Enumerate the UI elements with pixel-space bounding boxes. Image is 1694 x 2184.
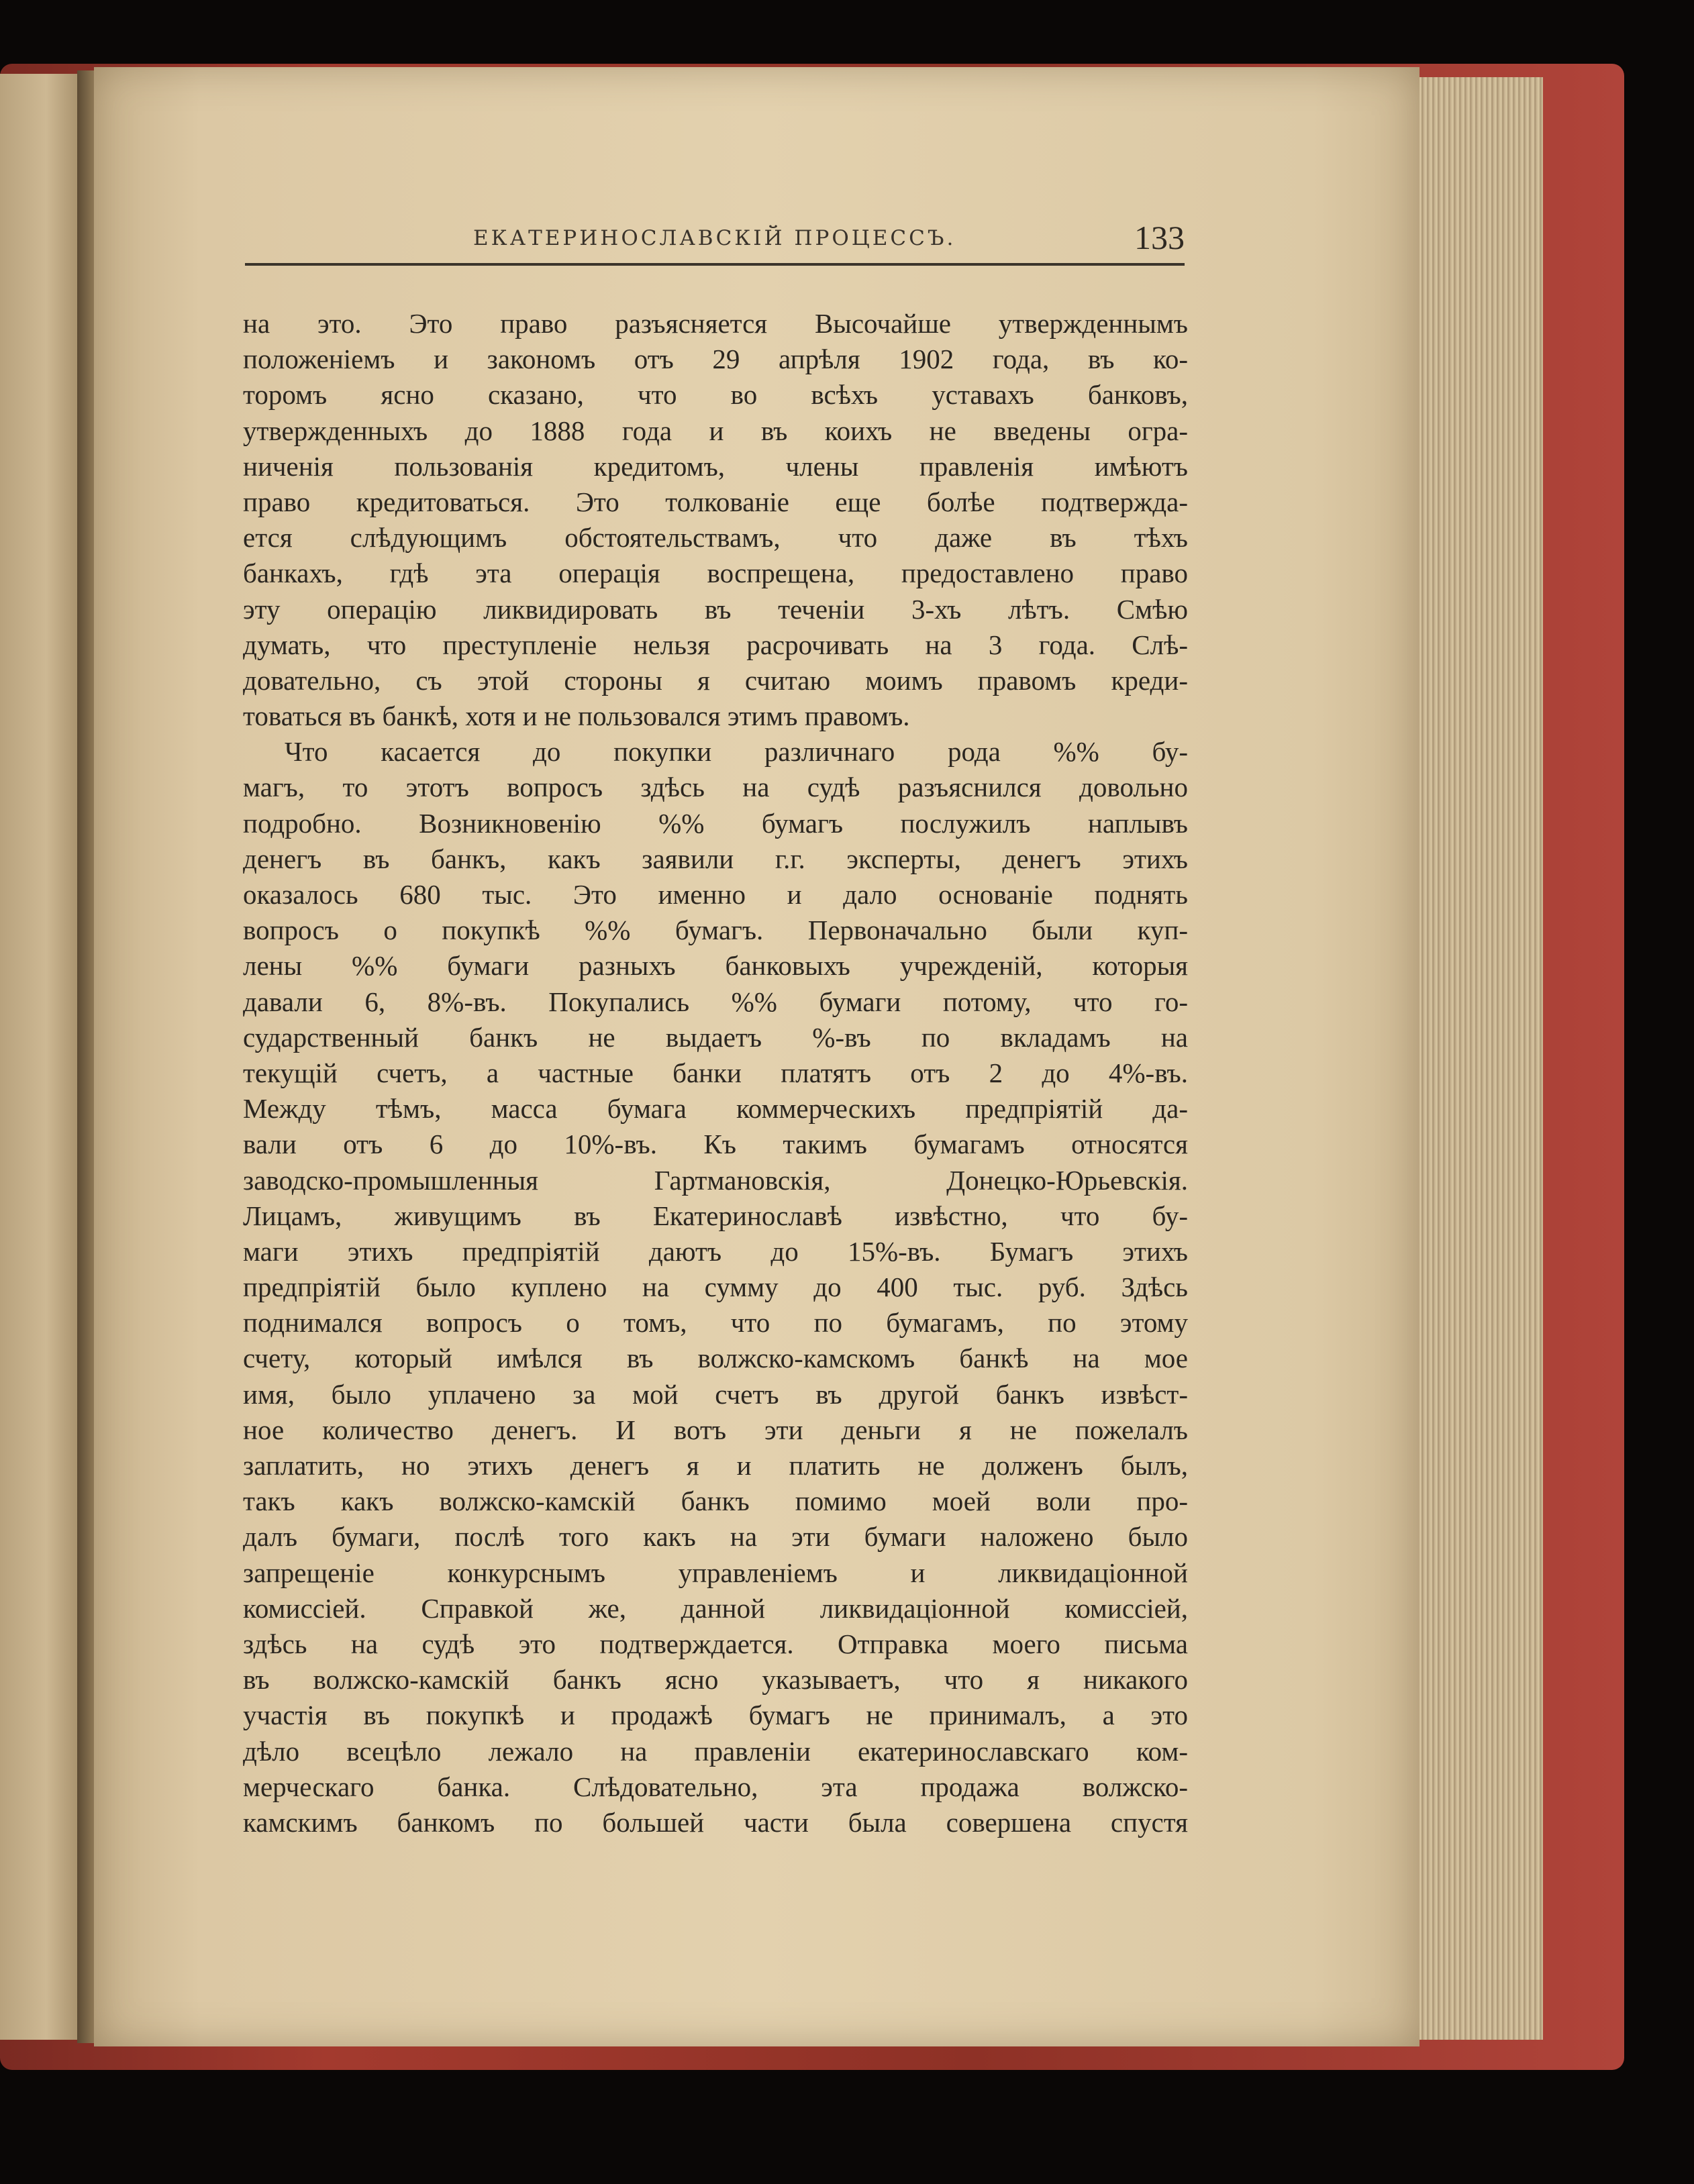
- text-line: запрещеніе конкурснымъ управленіемъ и ликвидаціонной: [243, 1557, 1188, 1588]
- text-line: лены %% бумаги разныхъ банковыхъ учрежденій, которыя: [243, 950, 1188, 982]
- text-line: далъ бумаги, послѣ того какъ на эти бумаги наложено было: [243, 1521, 1188, 1553]
- text-line: камскимъ банкомъ по большей части была совершена спустя: [243, 1806, 1188, 1838]
- text-line: утвержденныхъ до 1888 года и въ коихъ не введены огра-: [243, 415, 1188, 446]
- text-line: такъ какъ волжско-камскій банкъ помимо моей воли про-: [243, 1486, 1188, 1517]
- header-rule: [245, 263, 1185, 266]
- text-line: право кредитоваться. Это толкованіе еще болѣе подтвержда-: [243, 486, 1188, 517]
- text-line: заводско-промышленныя Гартмановскія, Донецко-Юрьевскія.: [243, 1164, 1188, 1196]
- text-line: подробно. Возникновенію %% бумагъ послужилъ наплывъ: [243, 807, 1188, 839]
- text-line: на это. Это право разъясняется Высочайше утвержденнымъ: [243, 308, 1188, 339]
- text-line: текущій счетъ, а частные банки платятъ отъ 2 до 4%-въ.: [243, 1057, 1188, 1088]
- page-header: [245, 218, 1185, 265]
- text-line: маги этихъ предпріятій даютъ до 15%-въ. Бумагъ этихъ: [243, 1235, 1188, 1267]
- text-line: комиссіей. Справкой же, данной ликвидаціонной комиссіей,: [243, 1592, 1188, 1624]
- text-line: Между тѣмъ, масса бумага коммерческихъ предпріятій да-: [243, 1093, 1188, 1125]
- left-page: [0, 74, 84, 2040]
- text-line: банкахъ, гдѣ эта операція воспрещена, предоставлено право: [243, 558, 1188, 589]
- text-line: положеніемъ и закономъ отъ 29 апрѣля 1902 года, въ ко-: [243, 344, 1188, 375]
- text-line: вали отъ 6 до 10%-въ. Къ такимъ бумагамъ относятся: [243, 1129, 1188, 1160]
- text-line: эту операцію ликвидировать въ теченіи 3-хъ лѣтъ. Смѣю: [243, 593, 1188, 625]
- page-edges: [1416, 77, 1543, 2040]
- text-line: счету, который имѣлся въ волжско-камскомъ банкѣ на мое: [243, 1343, 1188, 1374]
- text-line: заплатить, но этихъ денегъ я и платить не долженъ былъ,: [243, 1450, 1188, 1481]
- text-line: ное количество денегъ. И вотъ эти деньги я не пожелалъ: [243, 1414, 1188, 1445]
- page-number: 133: [1134, 219, 1185, 256]
- text-line: торомъ ясно сказано, что во всѣхъ уставахъ банковъ,: [243, 379, 1188, 411]
- text-line: оказалось 680 тыс. Это именно и дало основаніе поднять: [243, 879, 1188, 910]
- text-line: поднимался вопросъ о томъ, что по бумагамъ, по этому: [243, 1307, 1188, 1339]
- text-line: вопросъ о покупкѣ %% бумагъ. Первоначально были куп-: [243, 915, 1188, 946]
- text-line: сударственный банкъ не выдаетъ %-въ по вкладамъ на: [243, 1021, 1188, 1053]
- text-line: Лицамъ, живущимъ въ Екатеринославѣ извѣстно, что бу-: [243, 1200, 1188, 1231]
- text-line: мерческаго банка. Слѣдовательно, эта продажа волжско-: [243, 1771, 1188, 1802]
- text-line: думать, что преступленіе нельзя расрочивать на 3 года. Слѣ-: [243, 629, 1188, 660]
- body-text: [243, 306, 1188, 1840]
- text-line: Что касается до покупки различнаго рода %% бу-: [285, 736, 1188, 768]
- running-title: ЕКАТЕРИНОСЛАВСКІЙ ПРОЦЕССЪ.: [473, 226, 956, 250]
- text-line: магъ, то этотъ вопросъ здѣсь на судѣ разъяснился довольно: [243, 772, 1188, 803]
- text-line: здѣсь на судѣ это подтверждается. Отправка моего письма: [243, 1628, 1188, 1659]
- text-line: ется слѣдующимъ обстоятельствамъ, что даже въ тѣхъ: [243, 522, 1188, 554]
- text-line: дѣло всецѣло лежало на правленіи екатеринославскаго ком-: [243, 1735, 1188, 1767]
- text-line: предпріятій было куплено на сумму до 400 тыс. руб. Здѣсь: [243, 1271, 1188, 1303]
- text-line: давали 6, 8%-въ. Покупались %% бумаги потому, что го-: [243, 986, 1188, 1017]
- text-line: денегъ въ банкъ, какъ заявили г.г. эксперты, денегъ этихъ: [243, 843, 1188, 874]
- text-line: имя, было уплачено за мой счетъ въ другой банкъ извѣст-: [243, 1378, 1188, 1410]
- text-line: въ волжско-камскій банкъ ясно указываетъ, что я никакого: [243, 1664, 1188, 1696]
- text-line: довательно, съ этой стороны я считаю моимъ правомъ креди-: [243, 664, 1188, 696]
- text-line: товаться въ банкѣ, хотя и не пользовался этимъ правомъ.: [243, 700, 910, 732]
- text-line: участія въ покупкѣ и продажѣ бумагъ не принималъ, а это: [243, 1700, 1188, 1731]
- text-line: ниченія пользованія кредитомъ, члены правленія имѣютъ: [243, 450, 1188, 482]
